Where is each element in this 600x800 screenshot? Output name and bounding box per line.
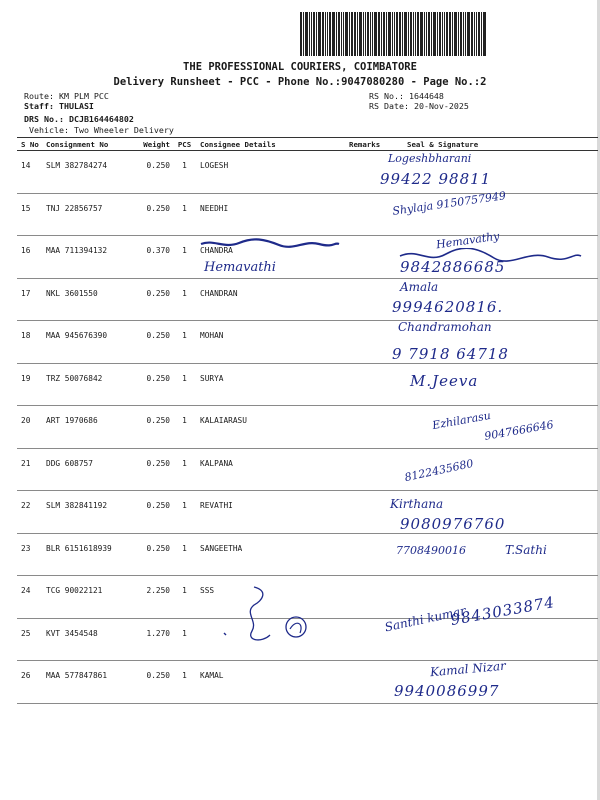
barcode-bar (383, 12, 385, 56)
row-consignment: BLR 6151618939 (46, 543, 112, 553)
row-consignee: CHANDRAN (200, 288, 238, 298)
row-sno: 22 (21, 501, 31, 510)
col-consignee: Consignee Details (200, 139, 276, 149)
row-remarks (347, 619, 385, 661)
row-weight: 0.250 (146, 458, 170, 468)
barcode-bar (437, 12, 438, 56)
barcode-bar (338, 12, 340, 56)
barcode-bar (408, 12, 409, 56)
company-title: THE PROFESSIONAL COURIERS, COIMBATORE (183, 61, 417, 73)
row-consignee: REVATHI (200, 501, 233, 510)
row-consignee: SANGEETHA (200, 543, 243, 553)
row-consignment: MAA 711394132 (46, 246, 108, 255)
barcode-bar (332, 12, 335, 56)
table-row (17, 619, 598, 662)
row-consignment: SLM 382841192 (46, 501, 108, 510)
barcode-bar (474, 12, 475, 56)
row-weight: 1.270 (146, 628, 170, 638)
table-row (17, 194, 598, 237)
vehicle-label: Vehicle: Two Wheeler Delivery (29, 125, 174, 135)
col-pcs: PCS (177, 139, 192, 149)
signature-chandran-phone: 9994620816. (392, 298, 504, 316)
table-row (17, 534, 598, 577)
row-consignment: KVT 3454548 (46, 628, 98, 638)
barcode-bar (325, 12, 326, 56)
row-consignment: NKL 3601550 (46, 288, 98, 298)
row-consignee: KALPANA (200, 458, 233, 468)
table-row (17, 236, 598, 279)
row-signature (385, 576, 598, 618)
delivery-table (17, 137, 598, 704)
barcode-bar (446, 12, 448, 56)
barcode-bar (343, 12, 344, 56)
row-weight: 0.250 (146, 543, 170, 553)
row-remarks (347, 491, 385, 533)
row-remarks (347, 661, 385, 703)
row-weight: 0.370 (146, 246, 170, 255)
barcode-bar (363, 12, 364, 56)
row-signature (385, 491, 598, 533)
barcode-bar (431, 12, 432, 56)
row-consignment: TRZ 50076842 (46, 373, 103, 383)
row-sno: 15 (21, 203, 31, 213)
table-row (17, 321, 598, 364)
signature-kvt-phone: 9843033874 (449, 592, 557, 630)
row-weight: 0.250 (146, 288, 170, 298)
row-signature (385, 658, 598, 703)
row-sno: 18 (21, 331, 31, 340)
signature-hemavathi: Hemavathi (204, 260, 276, 275)
barcode-bar (394, 12, 395, 56)
row-signature (385, 151, 598, 193)
signature-revathi-phone: 9080976760 (400, 515, 506, 533)
barcode-bar (452, 12, 453, 56)
barcode-bar (410, 12, 412, 56)
row-pcs: 1 (182, 373, 187, 383)
row-consignment: TCG 90022121 (46, 586, 103, 595)
runsheet-subtitle: Delivery Runsheet - PCC - Phone No.:9047080280 - Page No.:2 (113, 76, 487, 88)
barcode (300, 12, 515, 56)
row-weight: 0.250 (146, 671, 170, 680)
signature-needhi: Shylaja 9150757949 (391, 189, 507, 218)
row-remarks (347, 576, 385, 618)
row-weight: 2.250 (146, 586, 170, 595)
barcode-bar (417, 12, 419, 56)
barcode-bar (303, 12, 304, 56)
row-signature (385, 321, 598, 363)
row-consignee: KALAIARASU (200, 416, 247, 425)
barcode-bar (481, 12, 482, 56)
table-row (17, 491, 598, 534)
row-remarks (347, 449, 385, 491)
barcode-bar (465, 12, 466, 56)
row-signature (385, 279, 598, 321)
col-seal-signature: Seal & Signature (407, 139, 479, 149)
barcode-bar (433, 12, 436, 56)
row-pcs: 1 (182, 586, 187, 595)
row-consignee: SURYA (200, 373, 224, 383)
barcode-bar (449, 12, 451, 56)
barcode-bar (415, 12, 416, 56)
row-signature (385, 364, 598, 406)
barcode-bar (378, 12, 380, 56)
row-consignee: NEEDHI (200, 203, 229, 213)
barcode-bar (372, 12, 373, 56)
row-consignee: MOHAN (200, 331, 224, 340)
signature-kalpana: 8122435680 (403, 456, 475, 485)
col-sno: S No (21, 139, 39, 149)
row-signature (385, 236, 598, 278)
row-weight: 0.250 (146, 373, 170, 383)
signature-kamal-phone: 9940086997 (394, 682, 500, 700)
barcode-bar (311, 12, 312, 56)
row-remarks (347, 321, 385, 363)
row-weight: 0.250 (146, 161, 170, 170)
barcode-bar (399, 12, 401, 56)
barcode-bar (424, 12, 425, 56)
row-sno: 17 (21, 288, 31, 298)
signature-surya: M.Jeeva (410, 372, 479, 390)
barcode-bar (316, 12, 317, 56)
row-pcs: 1 (182, 288, 187, 298)
row-signature (385, 406, 598, 448)
row-weight: 0.250 (146, 331, 170, 340)
row-pcs: 1 (182, 246, 187, 255)
row-sno: 20 (21, 416, 31, 425)
table-row (17, 658, 598, 704)
barcode-bar (313, 12, 315, 56)
signature-chandran-name: Amala (400, 280, 439, 294)
barcode-bar (476, 12, 477, 56)
row-pcs: 1 (182, 416, 187, 425)
row-sno: 24 (21, 586, 31, 595)
row-weight: 0.250 (146, 501, 170, 510)
row-pcs: 1 (182, 458, 187, 468)
signature-revathi-name: Kirthana (390, 497, 444, 511)
row-sno: 21 (21, 458, 31, 468)
barcode-bar (345, 12, 348, 56)
row-sno: 26 (21, 671, 31, 680)
table-row (17, 279, 598, 322)
row-remarks (347, 151, 385, 193)
barcode-bar (359, 12, 362, 56)
row-consignee: KAMAL (200, 671, 224, 680)
signature-chandra-phone: 9842886685 (400, 258, 506, 276)
row-remarks (347, 534, 385, 576)
barcode-bar (483, 12, 486, 56)
signature-logesh-name: Logeshbharani (388, 152, 472, 165)
barcode-bar (354, 12, 356, 56)
signature-sangeetha-name: T.Sathi (505, 543, 547, 557)
barcode-bar (471, 12, 473, 56)
row-signature (385, 534, 598, 576)
row-signature (385, 194, 598, 236)
row-weight: 0.250 (146, 416, 170, 425)
signature-mohan-phone: 9 7918 64718 (392, 345, 509, 363)
row-sno: 16 (21, 246, 31, 255)
barcode-bar (420, 12, 423, 56)
signature-kalaiarasu-name: Ezhilarasu (431, 408, 492, 433)
row-pcs: 1 (182, 203, 187, 213)
barcode-bar (309, 12, 310, 56)
barcode-bar (428, 12, 430, 56)
route-label: Route: KM PLM PCC (24, 91, 109, 101)
row-sno: 23 (21, 543, 31, 553)
row-consignment: TNJ 22856757 (46, 203, 103, 213)
barcode-bar (327, 12, 328, 56)
row-consignee: SSS (200, 586, 215, 595)
row-weight: 0.250 (146, 203, 170, 213)
signature-mohan-name: Chandramohan (398, 320, 492, 334)
barcode-bar (460, 12, 462, 56)
barcode-bar (367, 12, 369, 56)
barcode-bar (370, 12, 371, 56)
row-remarks (347, 406, 385, 448)
barcode-bar (381, 12, 382, 56)
rs-number: RS No.: 1644648 (369, 91, 444, 101)
barcode-bar (404, 12, 407, 56)
barcode-bar (413, 12, 414, 56)
barcode-bar (458, 12, 459, 56)
barcode-bar (439, 12, 441, 56)
row-pcs: 1 (182, 161, 187, 170)
barcode-bar (365, 12, 366, 56)
col-consignment: Consignment No (46, 139, 109, 149)
barcode-bar (351, 12, 353, 56)
staff-label: Staff: THULASI (24, 101, 94, 111)
col-remarks: Remarks (349, 139, 381, 149)
barcode-bar (374, 12, 377, 56)
table-row (17, 576, 598, 619)
row-consignment: MAA 945676390 (46, 331, 108, 340)
row-consignee: LOGESH (200, 161, 229, 170)
barcode-bar (426, 12, 427, 56)
barcode-bar (322, 12, 324, 56)
barcode-bar (341, 12, 342, 56)
col-weight: Weight (143, 139, 170, 149)
row-sno: 19 (21, 373, 31, 383)
row-signature (385, 619, 598, 661)
row-remarks (347, 364, 385, 406)
row-consignment: MAA 577847861 (46, 671, 108, 680)
barcode-bar (467, 12, 470, 56)
barcode-bar (454, 12, 457, 56)
row-consignee: CHANDRA (200, 246, 233, 255)
row-pcs: 1 (182, 543, 187, 553)
row-remarks (347, 279, 385, 321)
barcode-bar (478, 12, 480, 56)
row-consignment: SLM 382784274 (46, 161, 108, 170)
signature-kvt-name: Santhi kumar (383, 603, 468, 635)
table-row (17, 364, 598, 407)
table-row (17, 151, 598, 194)
row-sno: 14 (21, 161, 31, 170)
table-header (17, 137, 598, 151)
row-consignee (195, 619, 347, 661)
row-remarks (347, 194, 385, 236)
row-pcs: 1 (182, 331, 187, 340)
table-row (17, 406, 598, 449)
signature-kamal-name: Kamal Nizar (429, 658, 507, 680)
signature-chandra-name: Hemavathy (435, 229, 501, 252)
row-consignment: ART 1970686 (46, 416, 98, 425)
barcode-bar (357, 12, 358, 56)
barcode-bar (329, 12, 331, 56)
barcode-bar (402, 12, 403, 56)
barcode-bar (386, 12, 387, 56)
barcode-bar (300, 12, 302, 56)
row-pcs: 1 (182, 628, 187, 638)
signature-logesh-phone: 99422 98811 (380, 170, 492, 188)
row-consignment: DDG 608757 (46, 458, 93, 468)
row-sno: 25 (21, 628, 31, 638)
barcode-bar (442, 12, 443, 56)
rs-date: RS Date: 20-Nov-2025 (369, 101, 469, 111)
row-pcs: 1 (182, 671, 187, 680)
table-row (17, 449, 598, 492)
barcode-bar (444, 12, 445, 56)
barcode-bar (463, 12, 464, 56)
barcode-bar (305, 12, 308, 56)
barcode-bar (349, 12, 350, 56)
row-pcs: 1 (182, 501, 187, 510)
drs-number: DRS No.: DCJB164464802 (24, 114, 134, 124)
signature-kalaiarasu-phone: 9047666646 (483, 418, 555, 443)
barcode-bar (388, 12, 391, 56)
barcode-bar (396, 12, 398, 56)
row-signature (385, 449, 598, 491)
signature-sangeetha-phone: 7708490016 (396, 544, 466, 557)
row-remarks (347, 236, 385, 278)
barcode-bar (318, 12, 321, 56)
barcode-bar (336, 12, 337, 56)
barcode-bar (392, 12, 393, 56)
